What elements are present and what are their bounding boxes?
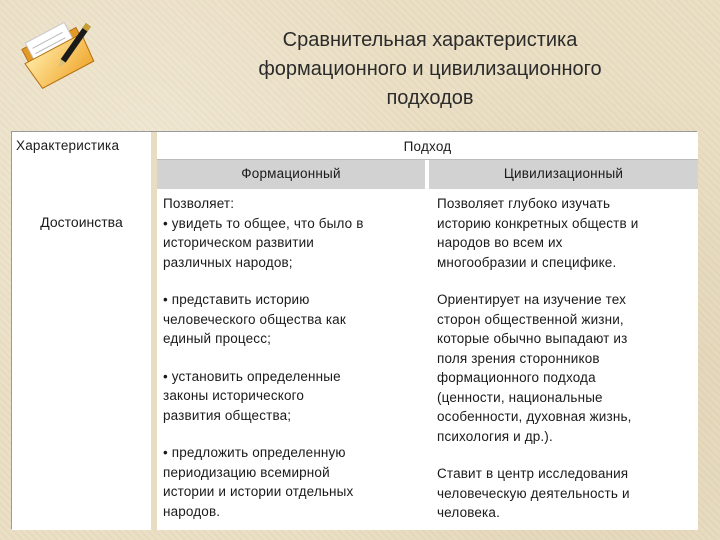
formational-paragraph-2 bbox=[163, 290, 419, 349]
text-line: особенности, духовная жизнь, bbox=[437, 409, 632, 424]
title-line-3: подходов bbox=[386, 87, 474, 109]
text-line: историческом развитии bbox=[163, 235, 314, 250]
text-line: Позволяет: bbox=[163, 196, 235, 211]
text-line: • установить определенные bbox=[163, 368, 341, 384]
formational-paragraph-1 bbox=[163, 194, 419, 272]
civilizational-paragraph-2 bbox=[437, 290, 692, 446]
text-line: законы исторического bbox=[163, 388, 305, 403]
text-line: психология и др.). bbox=[437, 428, 553, 444]
text-line: • предложить определенную bbox=[163, 445, 346, 460]
text-line: • увидеть то общее, что было в bbox=[163, 215, 364, 231]
header-civilizational: Цивилизационный bbox=[503, 166, 624, 181]
title-line-2: формационного и цивилизационного bbox=[258, 58, 602, 80]
row-label-cell bbox=[12, 189, 157, 530]
title-line-1: Сравнительная характеристика bbox=[282, 29, 578, 51]
row-label-advantages: Достоинства bbox=[40, 214, 123, 230]
formational-advantages-cell bbox=[157, 189, 429, 530]
formational-paragraph-4 bbox=[163, 443, 419, 521]
header-approach-cell bbox=[157, 132, 698, 160]
civilizational-paragraph-1 bbox=[437, 194, 692, 272]
header-formational: Формационный bbox=[241, 166, 341, 181]
folder-logo-icon bbox=[14, 10, 96, 90]
text-line: Ориентирует на изучение тех bbox=[437, 292, 627, 307]
text-line: многообразии и специфике. bbox=[437, 254, 617, 270]
text-line: формационного подхода bbox=[437, 370, 596, 385]
text-line: которые обычно выпадают из bbox=[437, 331, 628, 346]
text-line: человеческого общества как bbox=[163, 311, 346, 327]
header-formational-cell bbox=[157, 160, 429, 189]
text-line: истории и истории отдельных bbox=[163, 484, 354, 499]
text-line: сторон общественной жизни, bbox=[437, 311, 624, 327]
header-approach: Подход bbox=[403, 139, 452, 154]
text-line: поля зрения сторонников bbox=[437, 350, 600, 366]
text-line: Ставит в центр исследования bbox=[437, 466, 629, 481]
header-characteristic: Характеристика bbox=[16, 138, 120, 153]
comparison-table bbox=[11, 131, 697, 529]
text-line: развития общества; bbox=[163, 407, 292, 423]
text-line: (ценности, национальные bbox=[437, 389, 603, 405]
text-line: человеческую деятельность и bbox=[437, 485, 630, 501]
civilizational-paragraph-3 bbox=[437, 464, 692, 523]
header-characteristic-cell bbox=[12, 132, 157, 189]
text-line: единый процесс; bbox=[163, 331, 271, 346]
formational-paragraph-3 bbox=[163, 367, 419, 426]
text-line: народов. bbox=[163, 503, 221, 519]
text-line: Позволяет глубоко изучать bbox=[437, 196, 611, 211]
text-line: историю конкретных обществ и bbox=[437, 215, 639, 231]
text-line: периодизацию всемирной bbox=[163, 464, 330, 480]
header-civilizational-cell bbox=[429, 160, 698, 189]
text-line: человека. bbox=[437, 505, 500, 520]
page-title bbox=[150, 26, 710, 113]
text-line: различных народов; bbox=[163, 254, 293, 270]
text-line: • представить историю bbox=[163, 292, 310, 307]
text-line: народов во всем их bbox=[437, 235, 563, 250]
civilizational-advantages-cell bbox=[429, 189, 698, 530]
